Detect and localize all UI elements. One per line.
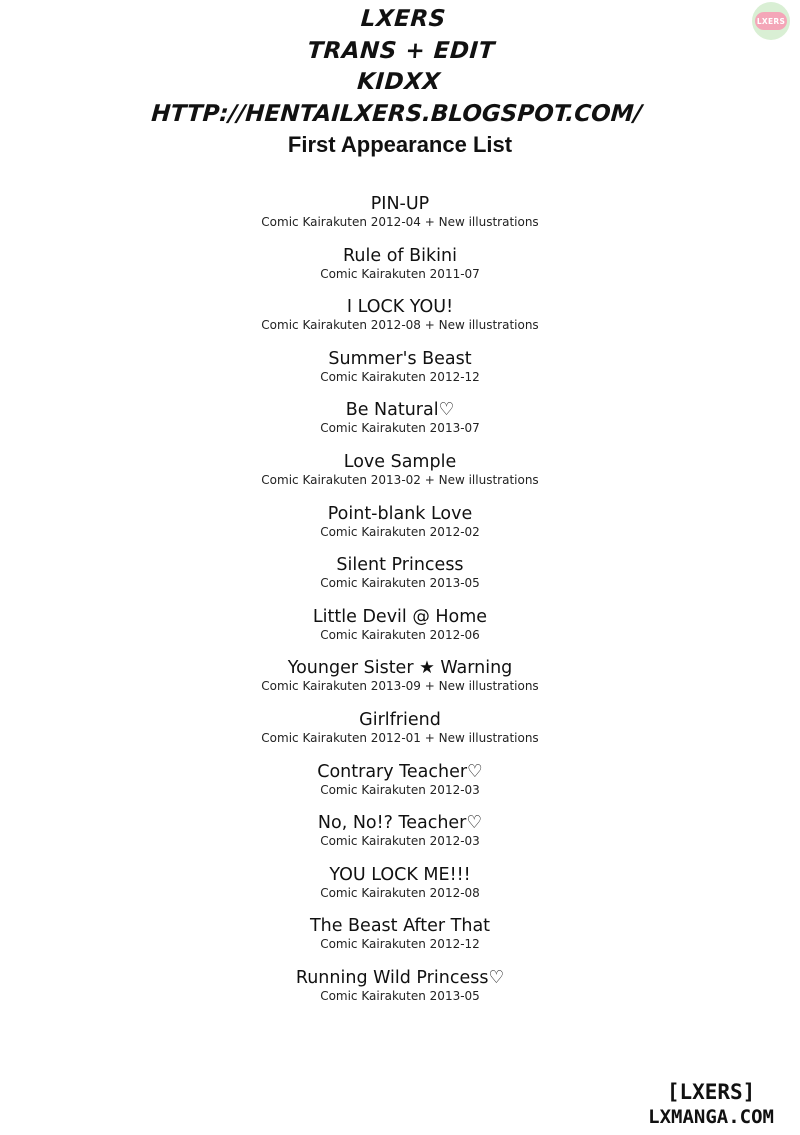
list-item [0, 193, 800, 245]
list-item [0, 348, 800, 400]
entry-title: Younger Sister ★ Warning [287, 658, 513, 679]
entry-title: Running Wild Princess♡ [295, 967, 505, 988]
credits-block [0, 4, 800, 130]
entry-title: Point-blank Love [327, 503, 473, 524]
entry-source: Comic Kairakuten 2012-01 + New illustrations [261, 730, 539, 745]
list-item [0, 709, 800, 761]
lxers-logo-badge [752, 2, 790, 40]
entry-title: YOU LOCK ME!!! [329, 864, 471, 885]
page-title: First Appearance List [287, 132, 513, 157]
entry-source: Comic Kairakuten 2013-07 [320, 421, 480, 436]
entry-title: Love Sample [343, 451, 457, 472]
lxers-logo-text: LXERS [755, 12, 787, 30]
entry-source: Comic Kairakuten 2012-12 [320, 369, 480, 384]
list-item [0, 554, 800, 606]
entry-source: Comic Kairakuten 2013-09 + New illustrations [261, 679, 539, 694]
list-item [0, 864, 800, 916]
list-item [0, 399, 800, 451]
entry-title: Be Natural♡ [345, 400, 455, 421]
entry-source: Comic Kairakuten 2012-02 [320, 524, 480, 539]
entry-title: I LOCK YOU! [346, 297, 454, 318]
credits-role: TRANS + EDIT [306, 37, 496, 64]
entry-title: Little Devil @ Home [312, 606, 488, 627]
list-item [0, 606, 800, 658]
watermark-group: [LXERS] [666, 1080, 756, 1104]
entry-source: Comic Kairakuten 2011-07 [320, 266, 480, 281]
list-item [0, 967, 800, 1019]
entry-title: Rule of Bikini [343, 245, 457, 266]
entry-title: No, No!? Teacher♡ [317, 813, 483, 834]
entry-source: Comic Kairakuten 2012-04 + New illustrations [261, 215, 539, 229]
entry-source: Comic Kairakuten 2012-03 [320, 782, 480, 797]
credits-name: KIDXX [356, 69, 442, 95]
entry-title: Summer's Beast [328, 348, 472, 369]
credits-url: HTTP://HENTAILXERS.BLOGSPOT.COM/ [150, 100, 643, 127]
entry-source: Comic Kairakuten 2012-08 + New illustrations [261, 318, 539, 333]
entry-source: Comic Kairakuten 2012-03 [320, 834, 480, 849]
list-item [0, 812, 800, 864]
list-item [0, 915, 800, 967]
list-item [0, 296, 800, 348]
entry-title: Girlfriend [359, 709, 441, 730]
watermark-footer [648, 1079, 774, 1129]
list-item [0, 451, 800, 503]
watermark-site: LXMANGA.COM [648, 1106, 774, 1128]
appearance-list [0, 193, 800, 1019]
list-item [0, 761, 800, 813]
list-item [0, 657, 800, 709]
entry-title: The Beast After That [309, 916, 491, 937]
entry-title: Silent Princess [336, 555, 464, 576]
credits-group: LXERS [359, 6, 447, 32]
list-item [0, 503, 800, 555]
entry-title: Contrary Teacher♡ [317, 761, 483, 782]
entry-source: Comic Kairakuten 2012-12 [320, 937, 480, 952]
entry-title: PIN-UP [370, 194, 430, 214]
entry-source: Comic Kairakuten 2012-06 [320, 627, 480, 642]
entry-source: Comic Kairakuten 2013-02 + New illustrations [261, 472, 539, 487]
entry-source: Comic Kairakuten 2013-05 [320, 988, 480, 1003]
list-item [0, 245, 800, 297]
entry-source: Comic Kairakuten 2013-05 [320, 576, 480, 591]
entry-source: Comic Kairakuten 2012-08 [320, 885, 480, 900]
